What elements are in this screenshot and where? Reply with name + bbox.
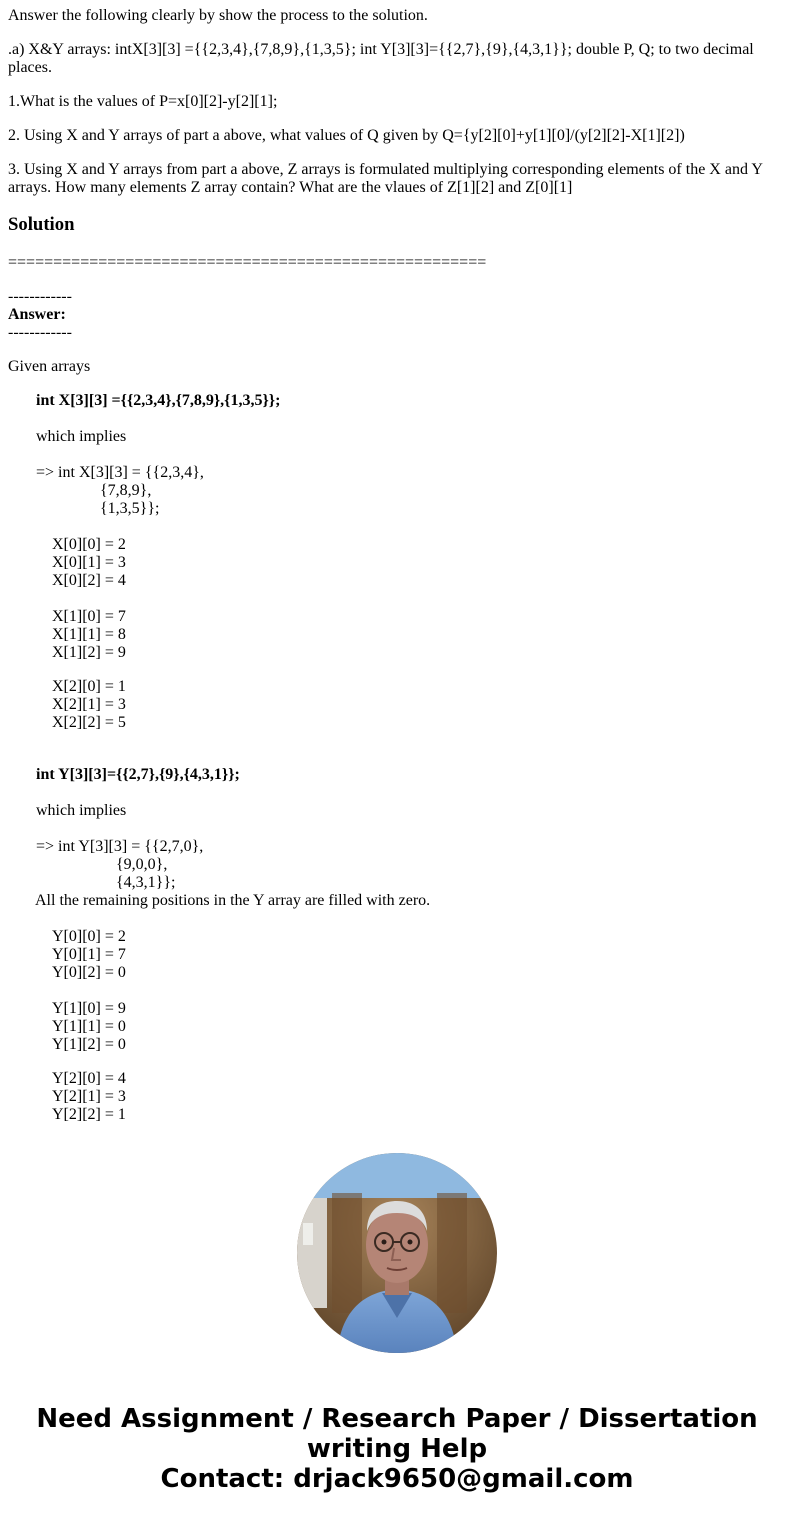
y-value: Y[0][1] = 7	[52, 946, 126, 963]
promo-line-1: Need Assignment / Research Paper / Dissertation	[36, 1404, 758, 1434]
document-body	[8, 0, 786, 1125]
dash-line-top: ------------	[8, 288, 72, 305]
y-matrix-row: {4,3,1}};	[116, 874, 176, 891]
dash-line-bottom: ------------	[8, 324, 72, 341]
author-photo	[297, 1153, 497, 1353]
y-matrix-row: {9,0,0},	[116, 856, 168, 873]
y-value: Y[2][1] = 3	[52, 1088, 126, 1105]
x-value: X[2][2] = 5	[52, 714, 126, 731]
y-matrix-row: => int Y[3][3] = {{2,7,0},	[36, 838, 204, 855]
y-declaration: int Y[3][3]={{2,7},{9},{4,3,1}};	[36, 766, 240, 783]
y-value: Y[2][0] = 4	[52, 1070, 126, 1087]
x-value: X[1][0] = 7	[52, 608, 126, 625]
y-note: All the remaining positions in the Y array are filled with zero.	[35, 892, 431, 909]
y-implies-label: which implies	[36, 802, 127, 819]
y-value: Y[2][2] = 1	[52, 1106, 126, 1123]
x-matrix-row: => int X[3][3] = {{2,3,4},	[36, 464, 204, 481]
promo-contact: Contact: drjack9650@gmail.com	[160, 1464, 634, 1494]
y-value: Y[1][0] = 9	[52, 1000, 126, 1017]
x-matrix-row: {7,8,9},	[100, 482, 152, 499]
promo-line-2: writing Help	[306, 1434, 488, 1464]
x-value: X[1][1] = 8	[52, 626, 126, 643]
question-2: 2. Using X and Y arrays of part a above, what values of Q given by Q={y[2][0]+y[1][0]/(y[2][2]-X[1][2])	[8, 127, 685, 144]
x-value: X[0][2] = 4	[52, 572, 126, 589]
given-arrays-label: Given arrays	[8, 358, 91, 375]
x-implies-label: which implies	[36, 428, 127, 445]
question-part-a: .a) X&Y arrays: intX[3][3] ={{2,3,4},{7,8,9},{1,3,5}; int Y[3][3]={{2,7},{9},{4,3,1}}; double P, Q; to two decimal places.	[8, 41, 754, 76]
solution-heading: Solution	[8, 214, 75, 235]
y-value: Y[0][0] = 2	[52, 928, 126, 945]
question-intro: Answer the following clearly by show the process to the solution.	[8, 7, 428, 24]
x-declaration: int X[3][3] ={{2,3,4},{7,8,9},{1,3,5}};	[36, 392, 281, 409]
x-value: X[2][1] = 3	[52, 696, 126, 713]
question-1: 1.What is the values of P=x[0][2]-y[2][1];	[8, 93, 278, 110]
x-value: X[0][0] = 2	[52, 536, 126, 553]
x-value: X[1][2] = 9	[52, 644, 126, 661]
x-matrix-row: {1,3,5}};	[100, 500, 160, 517]
y-value: Y[0][2] = 0	[52, 964, 126, 981]
y-value: Y[1][2] = 0	[52, 1036, 126, 1053]
x-value: X[0][1] = 3	[52, 554, 126, 571]
separator-line: =====================================================	[8, 254, 487, 271]
question-3: 3. Using X and Y arrays from part a above, Z arrays is formulated multiplying corresponding elements of the X and Y arrays. How many elements Z array contain? What are the vlaues of Z[1][2] and Z[0][1]	[8, 161, 763, 196]
promo-banner	[0, 1404, 794, 1494]
y-value: Y[1][1] = 0	[52, 1018, 126, 1035]
answer-label: Answer:	[8, 306, 66, 323]
author-photo-image	[297, 1153, 497, 1353]
x-value: X[2][0] = 1	[52, 678, 126, 695]
